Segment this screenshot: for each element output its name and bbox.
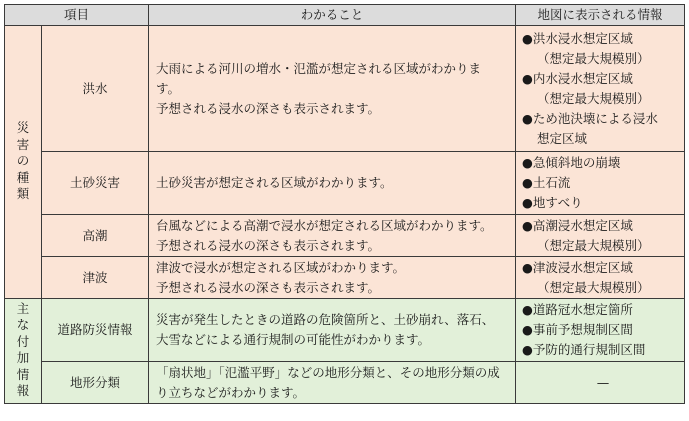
map-info-line: 想定区域 (537, 130, 588, 146)
row-map-info (516, 26, 685, 152)
category-disaster-type-label: 災害の種類 (16, 120, 30, 201)
row-description (149, 152, 516, 215)
description-line: 災害が発生したときの道路の危険箇所と、土砂崩れ、落石、 (156, 312, 495, 327)
row-map-info (516, 152, 685, 215)
description-line: 土砂災害が想定される区域がわかります。 (156, 175, 393, 190)
row-description (149, 299, 516, 362)
description-line: 大雪などによる通行規制の可能性がわかります。 (156, 332, 431, 347)
table-row (5, 152, 685, 215)
row-name: 高潮 (42, 215, 149, 257)
header-item: 項目 (5, 5, 149, 26)
hazard-map-info-table (4, 4, 685, 404)
header-what: わかること (149, 5, 516, 26)
map-info-line: ●洪水浸水想定区域 (522, 30, 633, 46)
header-map-info: 地図に表示される情報 (516, 5, 685, 26)
map-info-line: ●急傾斜地の崩壊 (522, 155, 621, 170)
map-info-line: ●道路冠水想定箇所 (522, 302, 633, 317)
table-row (5, 362, 685, 404)
description-line: 津波で浸水が想定される区域がわかります。 (156, 259, 406, 275)
row-name: 洪水 (42, 26, 149, 152)
description-line: 予想される浸水の深さも表示されます。 (156, 237, 381, 253)
description-line: 大雨による河川の増水・氾濫が想定される区域がわかりま (156, 60, 482, 76)
map-info-line: （想定最大規模別） (537, 279, 650, 295)
row-description (149, 215, 516, 257)
map-info-dash: — (596, 374, 610, 390)
category-main-additional-label: 主な付加情報 (16, 300, 30, 399)
row-name: 津波 (42, 257, 149, 299)
map-info-line: ●高潮浸水想定区域 (522, 217, 633, 233)
row-map-info (516, 362, 685, 404)
table-row (5, 215, 685, 257)
map-info-line: （想定最大規模別） (537, 237, 650, 253)
row-description (149, 257, 516, 299)
map-info-line: ●地すべり (522, 195, 583, 210)
row-map-info (516, 299, 685, 362)
header-row (5, 5, 685, 26)
table-row (5, 299, 685, 362)
description-line: 予想される浸水の深さも表示されます。 (156, 279, 381, 295)
map-info-line: （想定最大規模別） (537, 90, 650, 106)
row-name: 道路防災情報 (42, 299, 149, 362)
row-map-info (516, 215, 685, 257)
map-info-line: ●予防的通行規制区間 (522, 342, 646, 357)
category-main-additional (5, 299, 42, 404)
map-info-line: ●内水浸水想定区域 (522, 70, 633, 86)
map-info-line: ●ため池決壊による浸水 (522, 110, 658, 126)
row-name: 土砂災害 (42, 152, 149, 215)
description-line: す。 (156, 80, 181, 96)
row-name: 地形分類 (42, 362, 149, 404)
map-info-line: ●津波浸水想定区域 (522, 259, 633, 275)
description-line: り立ちなどがわかります。 (156, 384, 306, 400)
row-description (149, 362, 516, 404)
category-disaster-type (5, 26, 42, 299)
description-line: 「扇状地」「氾濫平野」などの地形分類と、その地形分類の成 (156, 364, 500, 380)
map-info-line: ●土石流 (522, 175, 571, 190)
row-map-info (516, 257, 685, 299)
description-line: 予想される浸水の深さも表示されます。 (156, 100, 381, 116)
map-info-line: （想定最大規模別） (537, 50, 650, 66)
row-description (149, 26, 516, 152)
table-row (5, 257, 685, 299)
map-info-line: ●事前予想規制区間 (522, 322, 633, 337)
table-row (5, 26, 685, 152)
description-line: 台風などによる高潮で浸水が想定される区域がわかります。 (156, 217, 493, 233)
